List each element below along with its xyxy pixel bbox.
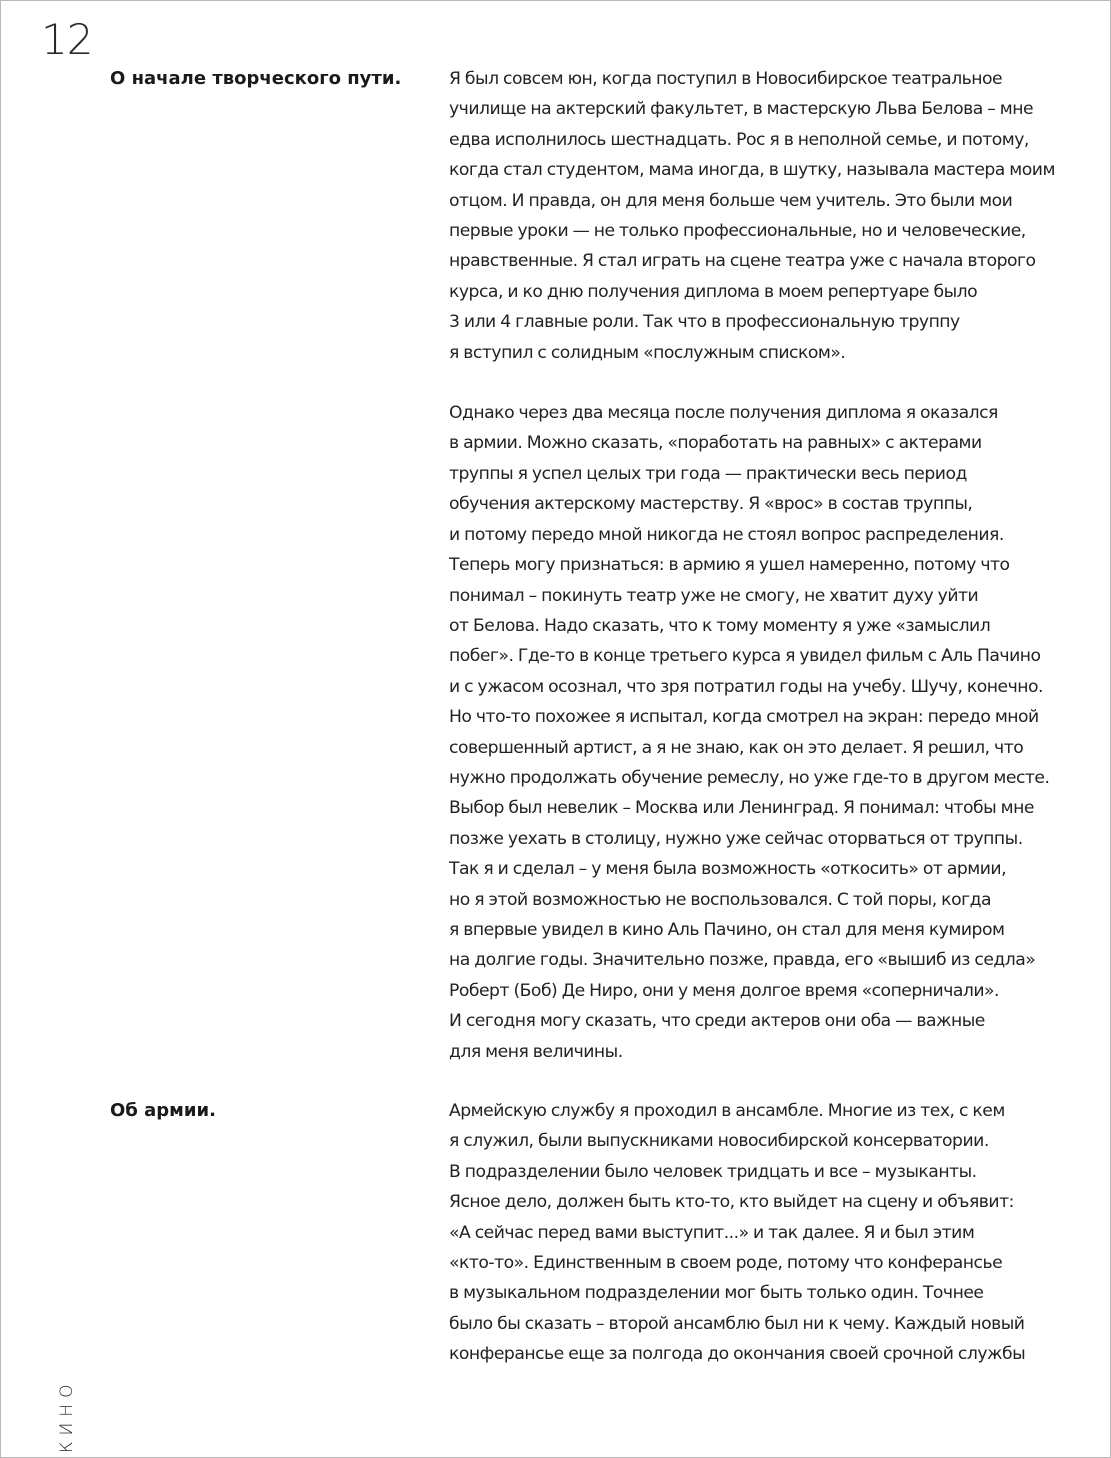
text-line: Но что-то похожее я испытал, когда смотрел на экран: передо мной [449,707,1039,728]
text-line: Выбор был невелик – Москва или Ленинград. Я понимал: чтобы мне [449,798,1034,819]
text-line: «кто-то». Единственным в своем роде, потому что конферансье [449,1253,1003,1274]
text-line: и с ужасом осознал, что зря потратил годы на учебу. Шучу, конечно. [449,676,1043,697]
section-body [449,1096,1104,1400]
text-line: Я был совсем юн, когда поступил в Новосибирское театральное [449,69,1003,89]
text-line: Так я и сделал – у меня была возможность «откосить» от армии, [449,859,1007,880]
paragraph [449,398,1104,1067]
text-line: и потому передо мной никогда не стоял вопрос распределения. [449,524,1004,545]
text-line: едва исполнилось шестнадцать. Рос я в неполной семье, и потому, [449,129,1029,150]
text-line: на долгие годы. Значительно позже, правда, его «вышиб из седла» [449,950,1036,971]
text-line: «А сейчас перед вами выступит...» и так далее. Я и был этим [449,1222,975,1243]
text-line: позже уехать в столицу, нужно уже сейчас оторваться от труппы. [449,828,1023,849]
text-line: совершенный артист, а я не знаю, как он это делает. Я решил, что [449,737,1024,758]
text-line: когда стал студентом, мама иногда, в шутку, называла мастера моим [449,160,1055,181]
text-line: в музыкальном подразделении мог быть только один. Точнее [449,1283,984,1304]
section-side-label: КИНО [57,1378,77,1453]
text-line: конферансье еще за полгода до окончания своей срочной службы [449,1344,1026,1365]
text-line: Армейскую службу я проходил в ансамбле. Многие из тех, с кем [449,1101,1005,1121]
text-line: В подразделении было человек тридцать и все – музыканты. [449,1161,977,1182]
text-line: труппы я успел целых три года — практически весь период [449,463,967,484]
text-line: И сегодня могу сказать, что среди актеров они оба — важные [449,1011,985,1032]
text-line: нравственные. Я стал играть на сцене театра уже с начала второго [449,251,1036,272]
text-line: от Белова. Надо сказать, что к тому моменту я уже «замыслил [449,615,991,636]
text-line: первые уроки — не только профессиональные, но и человеческие, [449,221,1026,242]
page-number: 12 [41,15,93,64]
text-line: курса, и ко дню получения диплома в моем репертуаре было [449,281,978,302]
text-line: я служил, были выпускниками новосибирской консерватории. [449,1131,989,1152]
section-heading: О начале творческого пути. [110,68,402,89]
text-line: Теперь могу признаться: в армию я ушел намеренно, потому что [449,555,1010,576]
text-line: Роберт (Боб) Де Ниро, они у меня долгое время «соперничали». [449,980,1000,1001]
section-heading: Об армии. [110,1100,216,1121]
text-line: училище на актерский факультет, в мастерскую Льва Белова – мне [449,99,1034,120]
text-line: нужно продолжать обучение ремеслу, но уже где-то в другом месте. [449,767,1050,788]
text-line: я впервые увидел в кино Аль Пачино, он стал для меня кумиром [449,919,1005,940]
paragraph [449,64,1104,368]
paragraph [449,1096,1104,1370]
text-line: Ясное дело, должен быть кто-то, кто выйдет на сцену и объявит: [449,1192,1014,1213]
text-line: отцом. И правда, он для меня больше чем учитель. Это были мои [449,190,1013,211]
text-line: я вступил с солидным «послужным списком». [449,342,846,363]
text-line: Однако через два месяца после получения диплома я оказался [449,403,998,424]
text-line: понимал – покинуть театр уже не смогу, не хватит духу уйти [449,585,979,606]
text-line: для меня величины. [449,1041,623,1062]
text-line: в армии. Можно сказать, «поработать на равных» с актерами [449,433,982,454]
text-line: было бы сказать – второй ансамблю был ни к чему. Каждый новый [449,1313,1025,1334]
text-line: обучения актерскому мастерству. Я «врос» в состав труппы, [449,494,973,515]
text-line: но я этой возможностью не воспользовался. С той поры, когда [449,889,992,910]
text-line: 3 или 4 главные роли. Так что в профессиональную труппу [449,312,960,333]
text-line: побег». Где-то в конце третьего курса я увидел фильм с Аль Пачино [449,646,1041,667]
section-body [449,64,1104,1097]
